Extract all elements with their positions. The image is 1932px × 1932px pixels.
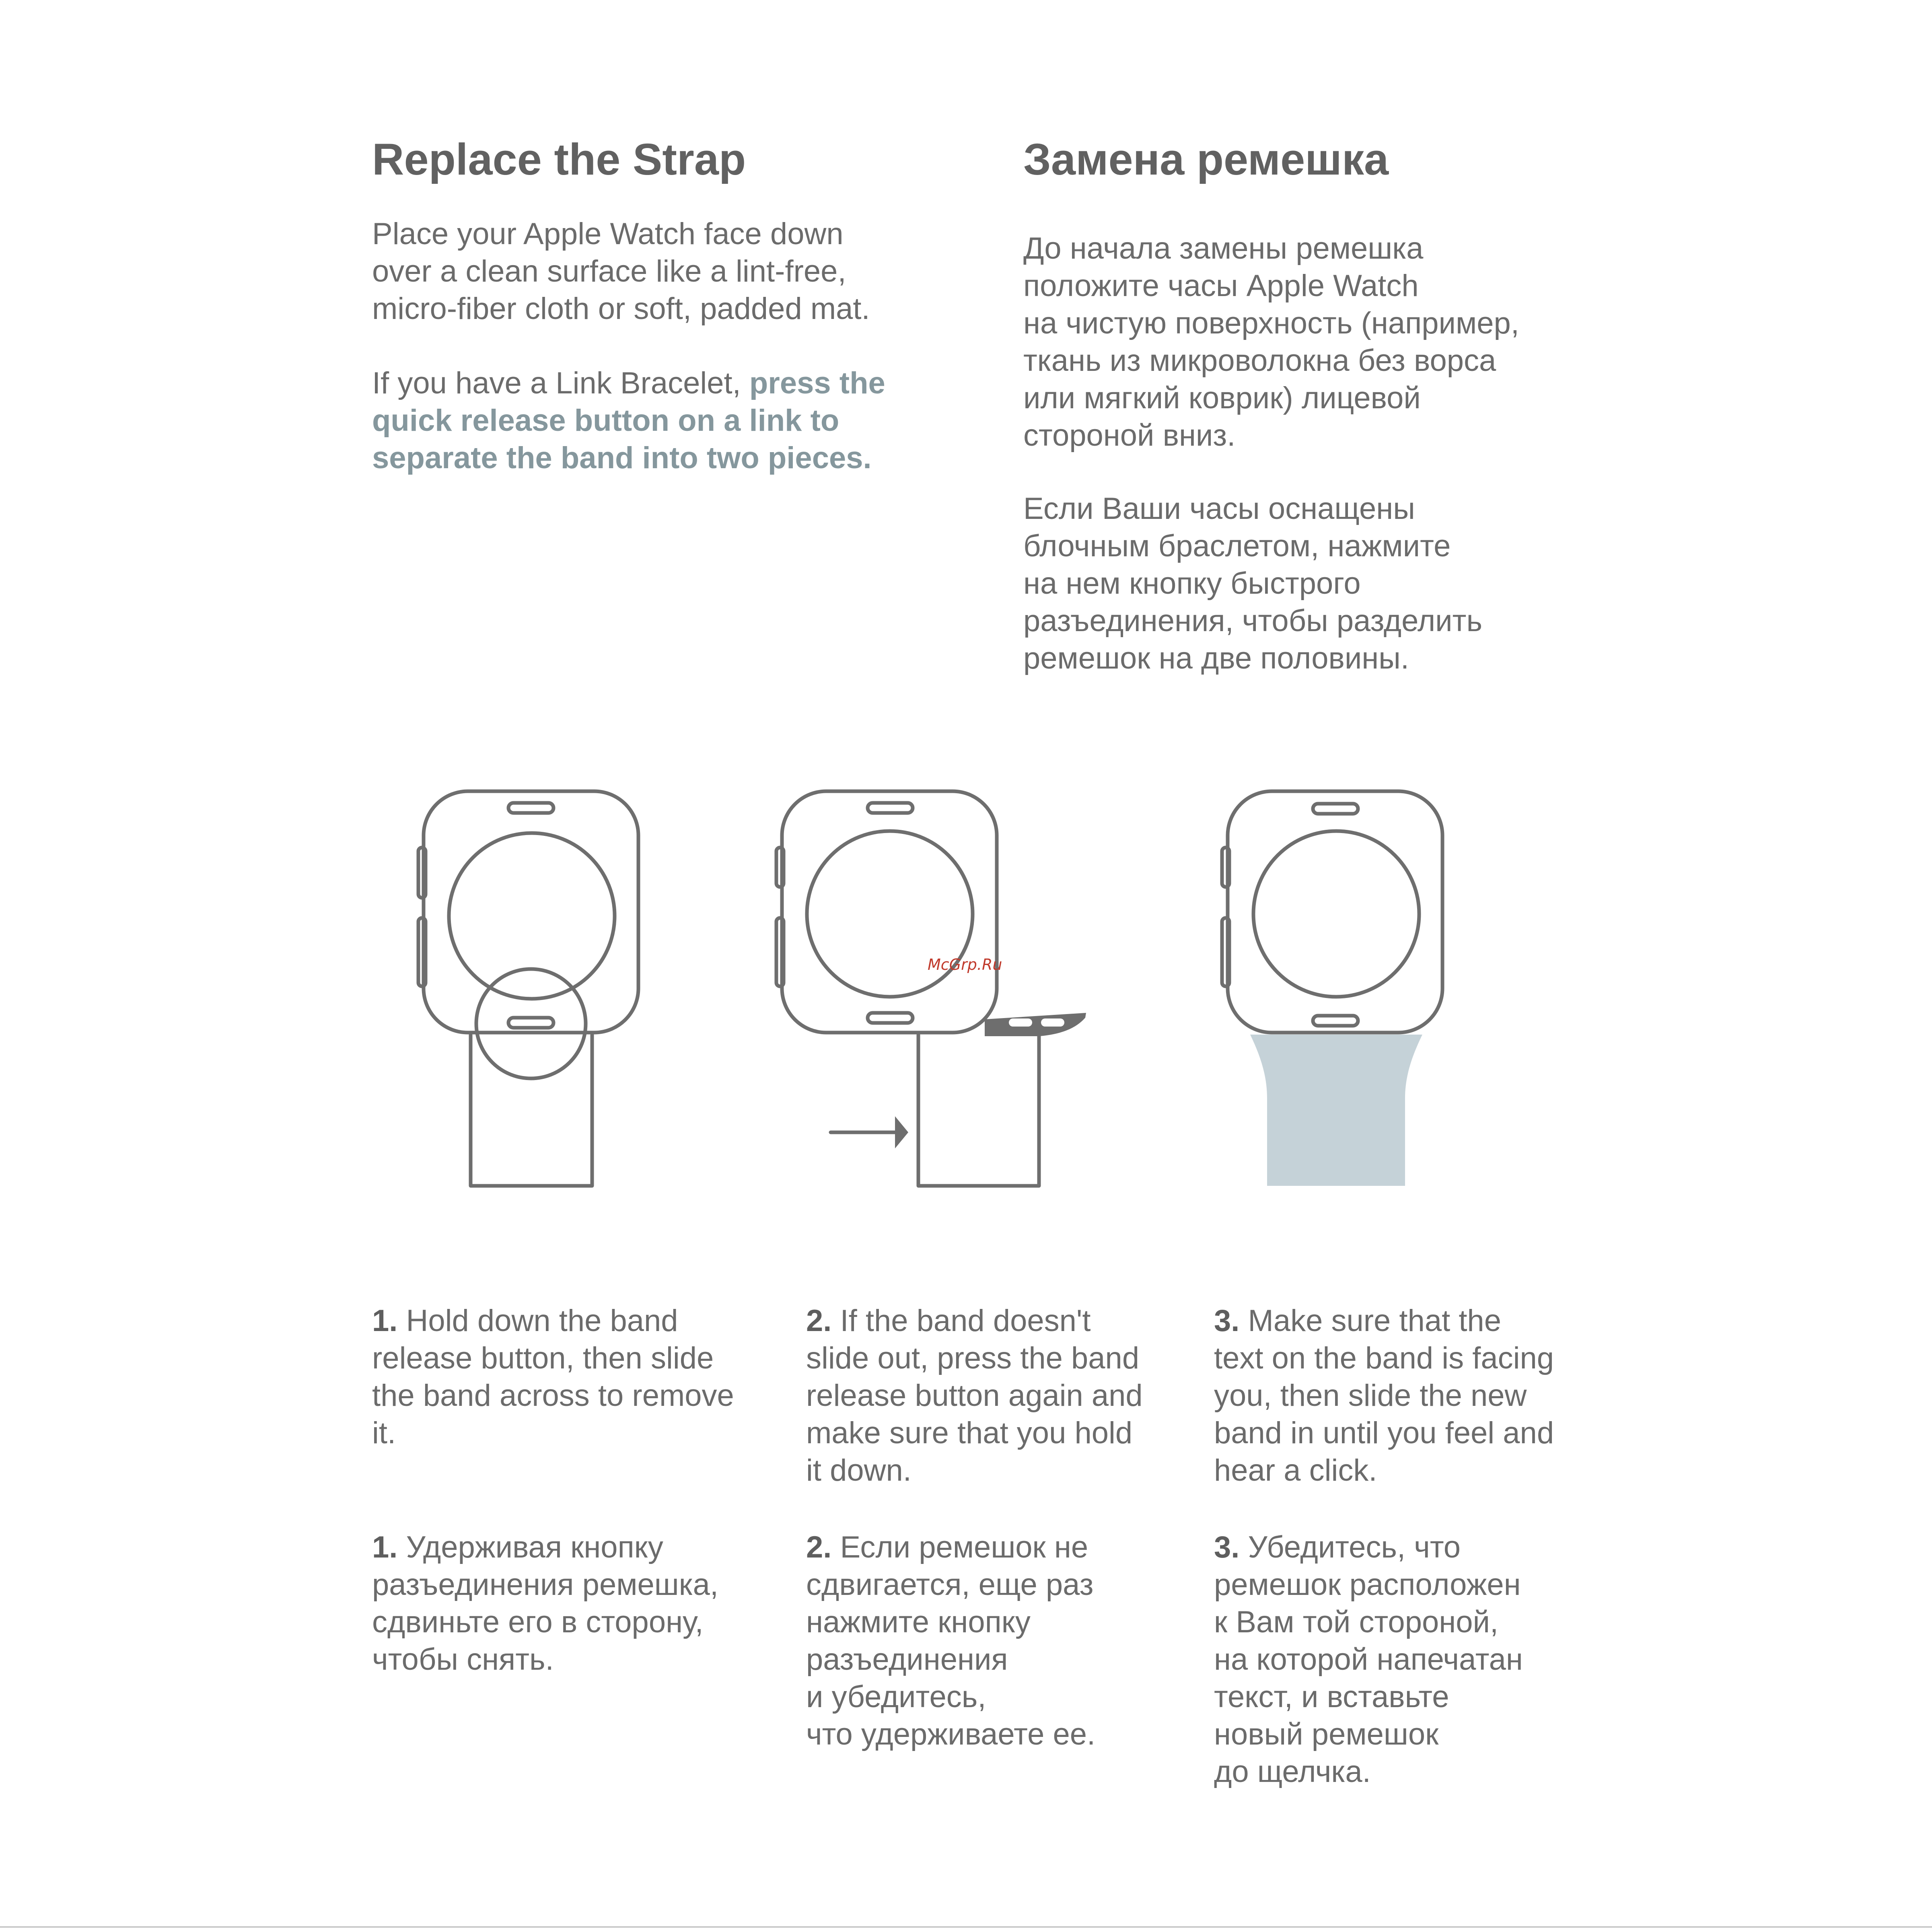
- step-line: make sure that you hold: [806, 1416, 1133, 1450]
- step-line: разъединения ремешка,: [372, 1568, 719, 1602]
- intro-ru-p1-line: стороной вниз.: [1023, 418, 1236, 453]
- step-line: чтобы снять.: [372, 1642, 554, 1677]
- step-3-en: [1214, 1302, 1554, 1489]
- step-line: it down.: [806, 1453, 911, 1488]
- intro-ru-p2-line: ремешок на две половины.: [1023, 641, 1409, 675]
- step-2-ru-first: Если ремешок не: [840, 1530, 1088, 1564]
- intro-ru-p2-line: блочным браслетом, нажмите: [1023, 529, 1451, 563]
- step-line: ремешок расположен: [1214, 1568, 1521, 1602]
- step-line: [372, 1529, 718, 1566]
- new-band-fill: [1250, 1035, 1422, 1186]
- step-number: 2.: [806, 1304, 832, 1338]
- step-number: 1.: [372, 1530, 398, 1564]
- step-line: you, then slide the new: [1214, 1379, 1527, 1413]
- step-1-en: [372, 1302, 734, 1452]
- step-line: сдвигается, еще раз: [806, 1568, 1094, 1602]
- step-line: на которой напечатан: [1214, 1642, 1523, 1677]
- band-release-button-bottom: [868, 1013, 913, 1023]
- step-line: hear a click.: [1214, 1453, 1377, 1488]
- title-ru: Замена ремешка: [1023, 135, 1389, 184]
- step-line: [806, 1529, 1095, 1566]
- step-line: band in until you feel and: [1214, 1416, 1554, 1450]
- step-number: 3.: [1214, 1304, 1240, 1338]
- step-number: 3.: [1214, 1530, 1240, 1564]
- step-3-ru-first: Убедитесь, что: [1248, 1530, 1461, 1564]
- step-line: разъединения: [806, 1642, 1008, 1677]
- title-en: Replace the Strap: [372, 135, 746, 184]
- watch-body-outline: [424, 791, 638, 1033]
- intro-ru-p2-line: на нем кнопку быстрого: [1023, 566, 1361, 601]
- step-line: к Вам той стороной,: [1214, 1605, 1499, 1639]
- intro-ru-p1-line: положите часы Apple Watch: [1023, 269, 1419, 303]
- intro-en-p1-line: over a clean surface like a lint-free,: [372, 254, 846, 288]
- step-line: release button again and: [806, 1379, 1143, 1413]
- step-line: release button, then slide: [372, 1341, 714, 1375]
- step-1-ru-first: Удерживая кнопку: [406, 1530, 663, 1564]
- release-button-highlight-circle: [476, 969, 586, 1078]
- old-band-end-piece: [985, 1013, 1086, 1036]
- sensor-circle: [1253, 831, 1419, 997]
- step-line: slide out, press the band: [806, 1341, 1140, 1375]
- band-release-button-bottom: [508, 1018, 553, 1028]
- intro-ru-p1-line: или мягкий коврик) лицевой: [1023, 381, 1421, 415]
- band-end-slot-icon: [1041, 1018, 1064, 1027]
- step-number: 2.: [806, 1530, 832, 1564]
- step-line: до щелчка.: [1214, 1755, 1371, 1789]
- step-number: 1.: [372, 1304, 398, 1338]
- intro-ru-p2-line: разъединения, чтобы разделить: [1023, 604, 1483, 638]
- figure-step-1-watch: [418, 791, 638, 1186]
- band-outline: [918, 1035, 1039, 1186]
- step-line: и убедитесь,: [806, 1680, 986, 1714]
- step-line: the band across to remove: [372, 1379, 734, 1413]
- step-line: [372, 1302, 734, 1339]
- digital-crown-icon: [776, 848, 784, 887]
- bottom-divider: [0, 1926, 1932, 1928]
- intro-ru-p1-line: До начала замены ремешка: [1023, 231, 1424, 265]
- intro-ru-p2-line: Если Ваши часы оснащены: [1023, 492, 1415, 526]
- step-line: сдвиньте его в сторону,: [372, 1605, 704, 1639]
- intro-en-p1-line: Place your Apple Watch face down: [372, 217, 844, 251]
- step-1-en-first: Hold down the band: [406, 1304, 678, 1338]
- band-release-button-top: [1313, 804, 1358, 814]
- side-button-icon: [776, 918, 784, 986]
- step-3-en-first: Make sure that the: [1248, 1304, 1501, 1338]
- step-line: text on the band is facing: [1214, 1341, 1554, 1375]
- step-2-ru: [806, 1529, 1095, 1753]
- band-release-button-top: [508, 803, 553, 813]
- intro-en-p2-highlight: quick release button on a link to: [372, 403, 839, 438]
- step-line: что удерживаете ее.: [806, 1717, 1096, 1751]
- intro-ru-p1-line: ткань из микроволокна без ворса: [1023, 344, 1496, 378]
- step-line: нажмите кнопку: [806, 1605, 1031, 1639]
- step-line: новый ремешок: [1214, 1717, 1439, 1751]
- watermark-text: McGrp.Ru: [928, 956, 1002, 973]
- band-end-slot-icon: [1009, 1018, 1032, 1027]
- sensor-circle: [449, 833, 615, 999]
- intro-en-p2-highlight: separate the band into two pieces.: [372, 441, 872, 475]
- step-line: [1214, 1529, 1523, 1566]
- arrow-head-icon: [895, 1116, 908, 1148]
- step-line: it.: [372, 1416, 396, 1450]
- digital-crown-icon: [1222, 848, 1229, 887]
- step-2-en: [806, 1302, 1143, 1489]
- step-line: [1214, 1302, 1554, 1339]
- step-1-ru: [372, 1529, 718, 1678]
- intro-en-p2-highlight: press the: [749, 366, 885, 400]
- step-3-ru: [1214, 1529, 1523, 1790]
- figure-step-2-watch: [776, 791, 1039, 1186]
- step-line: [806, 1302, 1143, 1339]
- intro-en-p2-prefix: If you have a Link Bracelet,: [372, 366, 749, 400]
- figure-step-3-watch: [1222, 791, 1442, 1033]
- intro-en-p1-line: micro-fiber cloth or soft, padded mat.: [372, 292, 870, 326]
- band-release-button-top: [868, 803, 913, 813]
- side-button-icon: [1222, 918, 1229, 986]
- band-release-button-bottom: [1313, 1016, 1358, 1026]
- step-2-en-first: If the band doesn't: [840, 1304, 1091, 1338]
- step-line: текст, и вставьте: [1214, 1680, 1449, 1714]
- intro-ru-p1-line: на чистую поверхность (например,: [1023, 306, 1519, 340]
